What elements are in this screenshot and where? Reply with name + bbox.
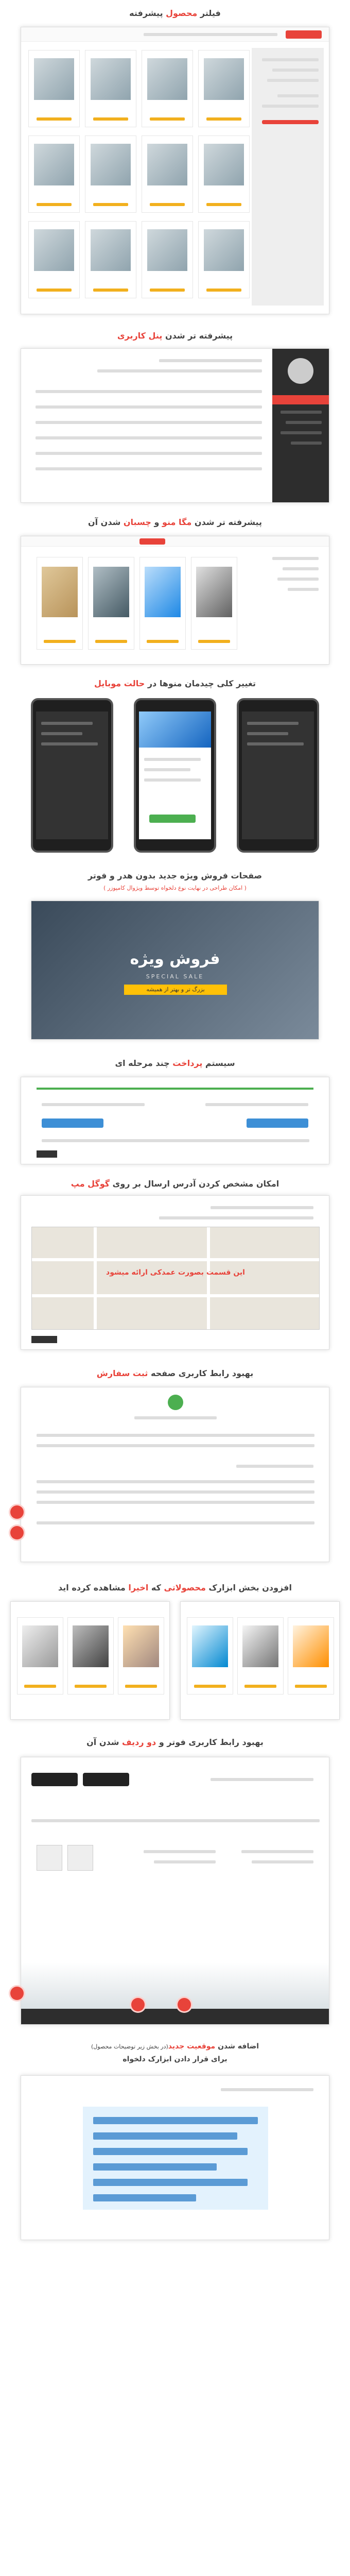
section-title-mobile: تغییر کلی چیدمان منوها در حالت موبایل bbox=[94, 679, 256, 688]
order-marker-2 bbox=[10, 1526, 24, 1539]
order-marker-1 bbox=[10, 1505, 24, 1519]
landing-banner bbox=[31, 901, 319, 1040]
landing-banner-title: فروش ویژه bbox=[130, 950, 220, 968]
filter-screenshot bbox=[21, 27, 329, 314]
section-title-map: امکان مشخص کردن آدرس ارسال بر روی گوگل مپ bbox=[71, 1179, 279, 1189]
map-overlay-text: این قسمت بصورت عمدکی ارائه میشود bbox=[106, 1268, 245, 1277]
landing-banner-subtitle: SPECIAL SALE bbox=[146, 973, 204, 980]
section-title-payment: سیستم پرداخت چند مرحله ای bbox=[115, 1058, 235, 1068]
section-title-recent: افزودن بخش ابزارک محصولاتی که اخیرا مشاهده کرده اید bbox=[58, 1583, 292, 1592]
footer-marker-1 bbox=[10, 1987, 24, 2000]
sticky-widget-screenshot bbox=[21, 2075, 329, 2240]
section-title-footer: بهبود رابط کاربری فوتر و دو ردیف شدن آن bbox=[86, 1737, 264, 1747]
panel-screenshot bbox=[21, 348, 329, 503]
landing-banner-button[interactable]: بزرگ تر و بهتر از همیشه bbox=[124, 985, 227, 995]
recent-products-left bbox=[10, 1601, 170, 1720]
megamenu-screenshot bbox=[21, 536, 329, 665]
section-title-filter: فیلتر محصول پیشرفته bbox=[129, 8, 221, 18]
recent-products-right bbox=[180, 1601, 340, 1720]
section-title-panel: پیشرفته تر شدن پنل کاربری bbox=[117, 331, 233, 341]
section-title-sticky: اضافه شدن موقعیت جدید(در بخش زیر توضیحات محصول) برای قرار دادن ابزارک دلخواه bbox=[91, 2042, 259, 2063]
order-screenshot bbox=[21, 1387, 329, 1562]
mobile-phone-left bbox=[31, 698, 113, 853]
payment-screenshot bbox=[21, 1077, 329, 1164]
section-title-order: بهبود رابط کاربری صفحه ثبت سفارش bbox=[96, 1368, 254, 1378]
mobile-phone-center bbox=[134, 698, 216, 853]
footer-marker-2 bbox=[131, 1998, 145, 2011]
map-screenshot bbox=[21, 1195, 329, 1350]
mobile-phone-right bbox=[237, 698, 319, 853]
footer-marker-3 bbox=[178, 1998, 191, 2011]
google-map[interactable] bbox=[31, 1227, 320, 1330]
section-title-megamenu: پیشرفته تر شدن مگا منو و چسبان شدن آن bbox=[87, 517, 262, 527]
section-title-landing: صفحات فروش ویژه جدید بدون هدر و فوتر ( امکان طراحی در نهایت نوع دلخواه توسط ویژوال کامپوزر ) bbox=[87, 871, 262, 891]
footer-screenshot bbox=[21, 1757, 329, 2025]
